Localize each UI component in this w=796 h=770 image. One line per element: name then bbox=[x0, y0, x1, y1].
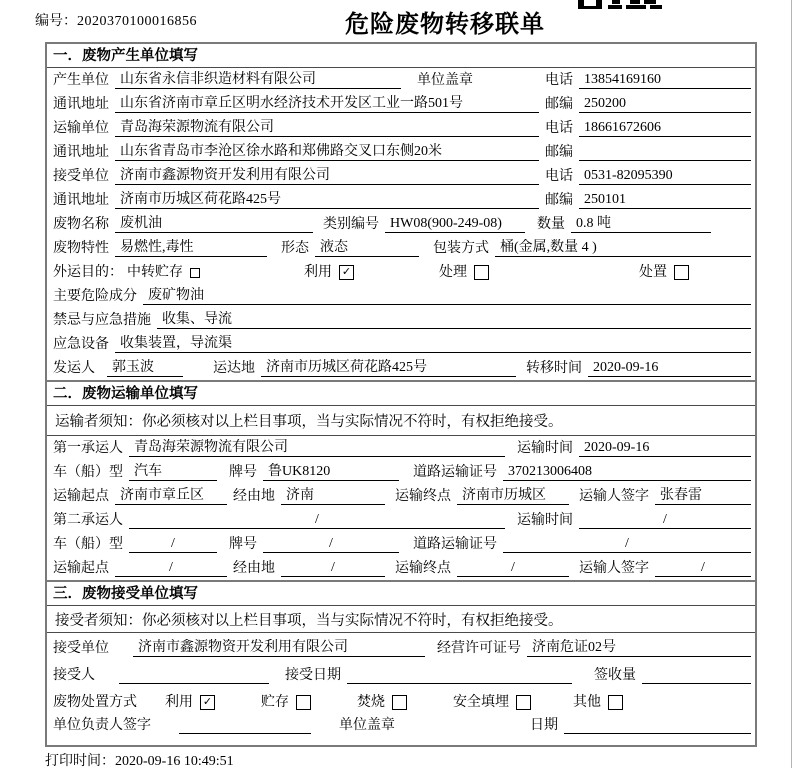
field-value: 0.8 吨 bbox=[571, 215, 711, 233]
qr-code-fragment bbox=[578, 0, 668, 10]
form-table bbox=[45, 42, 757, 747]
checkbox-label: 利用 bbox=[165, 695, 193, 710]
field-row-hazard-component bbox=[47, 284, 755, 308]
field-row-receiving-unit bbox=[47, 633, 755, 660]
field-value: / bbox=[655, 559, 751, 577]
field-label: 主要危险成分 bbox=[53, 289, 137, 304]
checkbox-label: 焚烧 bbox=[357, 695, 385, 710]
field-label: 接受日期 bbox=[285, 668, 341, 683]
field-label: 接受单位 bbox=[53, 169, 109, 184]
field-value: 液态 bbox=[315, 239, 419, 257]
field-value bbox=[579, 144, 751, 161]
field-label: 单位负责人签字 bbox=[53, 718, 151, 733]
page-title: 危险废物转移联单 bbox=[345, 11, 545, 38]
field-label: 类别编号 bbox=[323, 217, 379, 232]
section-producer-header: 一．废物产生单位填写 bbox=[47, 44, 755, 68]
checkbox-dispose bbox=[674, 265, 689, 280]
field-value: 0531-82095390 bbox=[579, 167, 751, 185]
field-label: 包装方式 bbox=[433, 241, 489, 256]
field-value: 2020-09-16 bbox=[588, 359, 751, 377]
field-value: 山东省永信非织造材料有限公司 bbox=[115, 71, 401, 89]
checkbox-option-dispose bbox=[639, 261, 689, 281]
field-row-route-1 bbox=[47, 484, 755, 508]
field-label: 废物特性 bbox=[53, 241, 109, 256]
field-label: 牌号 bbox=[229, 537, 257, 552]
checkbox-option-utilize bbox=[304, 261, 354, 281]
field-label: 外运目的： bbox=[53, 265, 123, 280]
field-value: / bbox=[503, 535, 751, 553]
field-value: 13854169160 bbox=[579, 71, 751, 89]
field-label: 形态 bbox=[281, 241, 309, 256]
field-value: / bbox=[129, 511, 505, 529]
field-value: / bbox=[281, 559, 385, 577]
field-row-transfer-purpose bbox=[47, 260, 755, 284]
field-row-disposal-method bbox=[47, 687, 755, 714]
field-value: 收集、导流 bbox=[157, 311, 751, 329]
field-row-first-carrier bbox=[47, 436, 755, 460]
field-row-second-carrier bbox=[47, 508, 755, 532]
field-value bbox=[642, 667, 751, 684]
print-time-value: 2020-09-16 10:49:51 bbox=[115, 754, 234, 769]
field-label: 通讯地址 bbox=[53, 145, 109, 160]
field-label-stamp: 单位盖章 bbox=[417, 73, 473, 88]
field-row-receiver-address bbox=[47, 188, 755, 212]
field-label: 运输人签字 bbox=[579, 489, 649, 504]
checkbox-label: 中转贮存 bbox=[127, 265, 183, 280]
field-label: 废物名称 bbox=[53, 217, 109, 232]
field-value: 汽车 bbox=[129, 463, 217, 481]
checkbox-storage bbox=[296, 695, 311, 710]
field-value: 易燃性,毒性 bbox=[115, 239, 267, 257]
field-row-vehicle-2 bbox=[47, 532, 755, 556]
field-row-route-2 bbox=[47, 556, 755, 580]
field-label: 应急设备 bbox=[53, 337, 109, 352]
section-producer bbox=[47, 44, 755, 380]
field-value: 山东省济南市章丘区明水经济技术开发区工业一路501号 bbox=[115, 95, 539, 113]
field-value: 山东省青岛市李沧区徐水路和郑佛路交叉口东侧20米 bbox=[115, 143, 539, 161]
checkbox-label: 贮存 bbox=[261, 695, 289, 710]
checkbox-option-treat bbox=[439, 261, 489, 281]
field-label: 废物处置方式 bbox=[53, 695, 137, 710]
field-row-responsible-signature bbox=[47, 714, 755, 737]
field-row-vehicle-1 bbox=[47, 460, 755, 484]
checkbox-option-transit-storage bbox=[127, 261, 200, 281]
field-label: 运输终点 bbox=[395, 489, 451, 504]
checkbox-incinerate bbox=[392, 695, 407, 710]
field-label: 第二承运人 bbox=[53, 513, 123, 528]
field-value: 济南市鑫源物资开发利用有限公司 bbox=[133, 639, 425, 657]
field-value: 济南危证02号 bbox=[527, 639, 751, 657]
checkbox-option-storage bbox=[261, 691, 311, 711]
field-value: 收集装置，导流渠 bbox=[115, 335, 751, 353]
field-label: 运输单位 bbox=[53, 121, 109, 136]
checkbox-treat bbox=[474, 265, 489, 280]
field-row-transport-unit bbox=[47, 116, 755, 140]
checkbox-other bbox=[608, 695, 623, 710]
field-row-transport-address bbox=[47, 140, 755, 164]
field-label: 经由地 bbox=[233, 561, 275, 576]
field-label: 道路运输证号 bbox=[413, 465, 497, 480]
doc-number-value: 2020370100016856 bbox=[77, 14, 197, 29]
field-value: 济南市鑫源物资开发利用有限公司 bbox=[115, 167, 539, 185]
field-value: 鲁UK8120 bbox=[263, 463, 399, 481]
field-row-waste-name bbox=[47, 212, 755, 236]
checkbox-option-other bbox=[573, 691, 623, 711]
field-value: / bbox=[579, 511, 751, 529]
receiver-notice: 接受者须知：你必须核对以上栏目事项，当与实际情况不符时，有权拒绝接受。 bbox=[47, 606, 755, 633]
field-label: 运达地 bbox=[213, 361, 255, 376]
field-value bbox=[179, 717, 311, 734]
checkbox-option-incinerate bbox=[357, 691, 407, 711]
field-value: 济南 bbox=[281, 487, 385, 505]
field-value: 青岛海荣源物流有限公司 bbox=[115, 119, 539, 137]
field-value: / bbox=[263, 535, 399, 553]
field-value: 郭玉波 bbox=[107, 359, 183, 377]
field-row-receiver-unit bbox=[47, 164, 755, 188]
field-row-waste-property bbox=[47, 236, 755, 260]
field-label: 运输时间 bbox=[517, 513, 573, 528]
field-label: 电话 bbox=[545, 121, 573, 136]
field-value: / bbox=[129, 535, 217, 553]
page-edge-line bbox=[791, 0, 792, 768]
checkbox-label: 其他 bbox=[573, 695, 601, 710]
checkbox-landfill bbox=[516, 695, 531, 710]
field-row-receiver-person bbox=[47, 660, 755, 687]
field-row-consignor bbox=[47, 356, 755, 380]
field-value bbox=[564, 717, 751, 734]
field-value: 青岛海荣源物流有限公司 bbox=[129, 439, 505, 457]
field-value: 废矿物油 bbox=[143, 287, 751, 305]
field-value: 济南市历城区 bbox=[457, 487, 569, 505]
field-value: / bbox=[457, 559, 569, 577]
field-value bbox=[347, 667, 572, 684]
section-receiver-header: 三．废物接受单位填写 bbox=[47, 582, 755, 606]
field-row-producer-address bbox=[47, 92, 755, 116]
field-row-emergency-equipment bbox=[47, 332, 755, 356]
checkbox-label: 安全填埋 bbox=[453, 695, 509, 710]
checkbox-utilize: ✓ bbox=[200, 695, 215, 710]
field-label: 邮编 bbox=[545, 145, 573, 160]
field-label: 签收量 bbox=[594, 668, 636, 683]
field-value: 济南市历城区荷花路425号 bbox=[115, 191, 539, 209]
field-value: 废机油 bbox=[115, 215, 313, 233]
field-label: 车（船）型 bbox=[53, 537, 123, 552]
field-label-stamp: 单位盖章 bbox=[339, 718, 395, 733]
field-row-emergency-measures bbox=[47, 308, 755, 332]
field-value: HW08(900-249-08) bbox=[385, 215, 525, 233]
checkbox-label: 处理 bbox=[439, 265, 467, 280]
field-label: 产生单位 bbox=[53, 73, 109, 88]
field-label: 经营许可证号 bbox=[437, 641, 521, 656]
section-receiver bbox=[47, 580, 755, 737]
field-value: 18661672606 bbox=[579, 119, 751, 137]
field-label: 道路运输证号 bbox=[413, 537, 497, 552]
field-label: 日期 bbox=[530, 718, 558, 733]
field-label: 数量 bbox=[537, 217, 565, 232]
field-label: 禁忌与应急措施 bbox=[53, 313, 151, 328]
field-label: 通讯地址 bbox=[53, 97, 109, 112]
field-label: 运输人签字 bbox=[579, 561, 649, 576]
field-value: 济南市章丘区 bbox=[115, 487, 227, 505]
field-label: 邮编 bbox=[545, 193, 573, 208]
field-label: 转移时间 bbox=[526, 361, 582, 376]
field-label: 接受人 bbox=[53, 668, 95, 683]
field-label: 电话 bbox=[545, 169, 573, 184]
field-label: 邮编 bbox=[545, 97, 573, 112]
field-value: 250101 bbox=[579, 191, 751, 209]
field-value: 250200 bbox=[579, 95, 751, 113]
transporter-notice: 运输者须知：你必须核对以上栏目事项，当与实际情况不符时，有权拒绝接受。 bbox=[47, 406, 755, 436]
field-label: 接受单位 bbox=[53, 641, 109, 656]
checkbox-label: 利用 bbox=[304, 265, 332, 280]
field-row-producer-unit bbox=[47, 68, 755, 92]
section-transporter-header: 二．废物运输单位填写 bbox=[47, 382, 755, 406]
field-label: 第一承运人 bbox=[53, 441, 123, 456]
field-label: 运输起点 bbox=[53, 489, 109, 504]
checkbox-label: 处置 bbox=[639, 265, 667, 280]
field-label: 运输时间 bbox=[517, 441, 573, 456]
field-label: 车（船）型 bbox=[53, 465, 123, 480]
field-value bbox=[119, 667, 269, 684]
field-value: 370213006408 bbox=[503, 463, 751, 481]
field-label: 运输终点 bbox=[395, 561, 451, 576]
checkbox-option-utilize bbox=[165, 691, 215, 711]
doc-number bbox=[35, 10, 197, 30]
section-transporter bbox=[47, 380, 755, 580]
field-label: 运输起点 bbox=[53, 561, 109, 576]
field-label: 牌号 bbox=[229, 465, 257, 480]
field-value: / bbox=[115, 559, 227, 577]
print-time bbox=[45, 750, 234, 770]
checkbox-option-landfill bbox=[453, 691, 531, 711]
doc-number-label: 编号： bbox=[35, 14, 77, 29]
field-value: 张春雷 bbox=[655, 487, 751, 505]
field-label: 经由地 bbox=[233, 489, 275, 504]
field-label: 电话 bbox=[545, 73, 573, 88]
field-value: 桶(金属,数量 4 ) bbox=[495, 239, 751, 257]
field-label: 发运人 bbox=[53, 361, 95, 376]
field-label: 通讯地址 bbox=[53, 193, 109, 208]
field-value: 2020-09-16 bbox=[579, 439, 751, 457]
checkbox-utilize: ✓ bbox=[339, 265, 354, 280]
checkbox-transit-storage bbox=[190, 268, 200, 278]
print-time-label: 打印时间： bbox=[45, 754, 115, 769]
field-value: 济南市历城区荷花路425号 bbox=[261, 359, 516, 377]
